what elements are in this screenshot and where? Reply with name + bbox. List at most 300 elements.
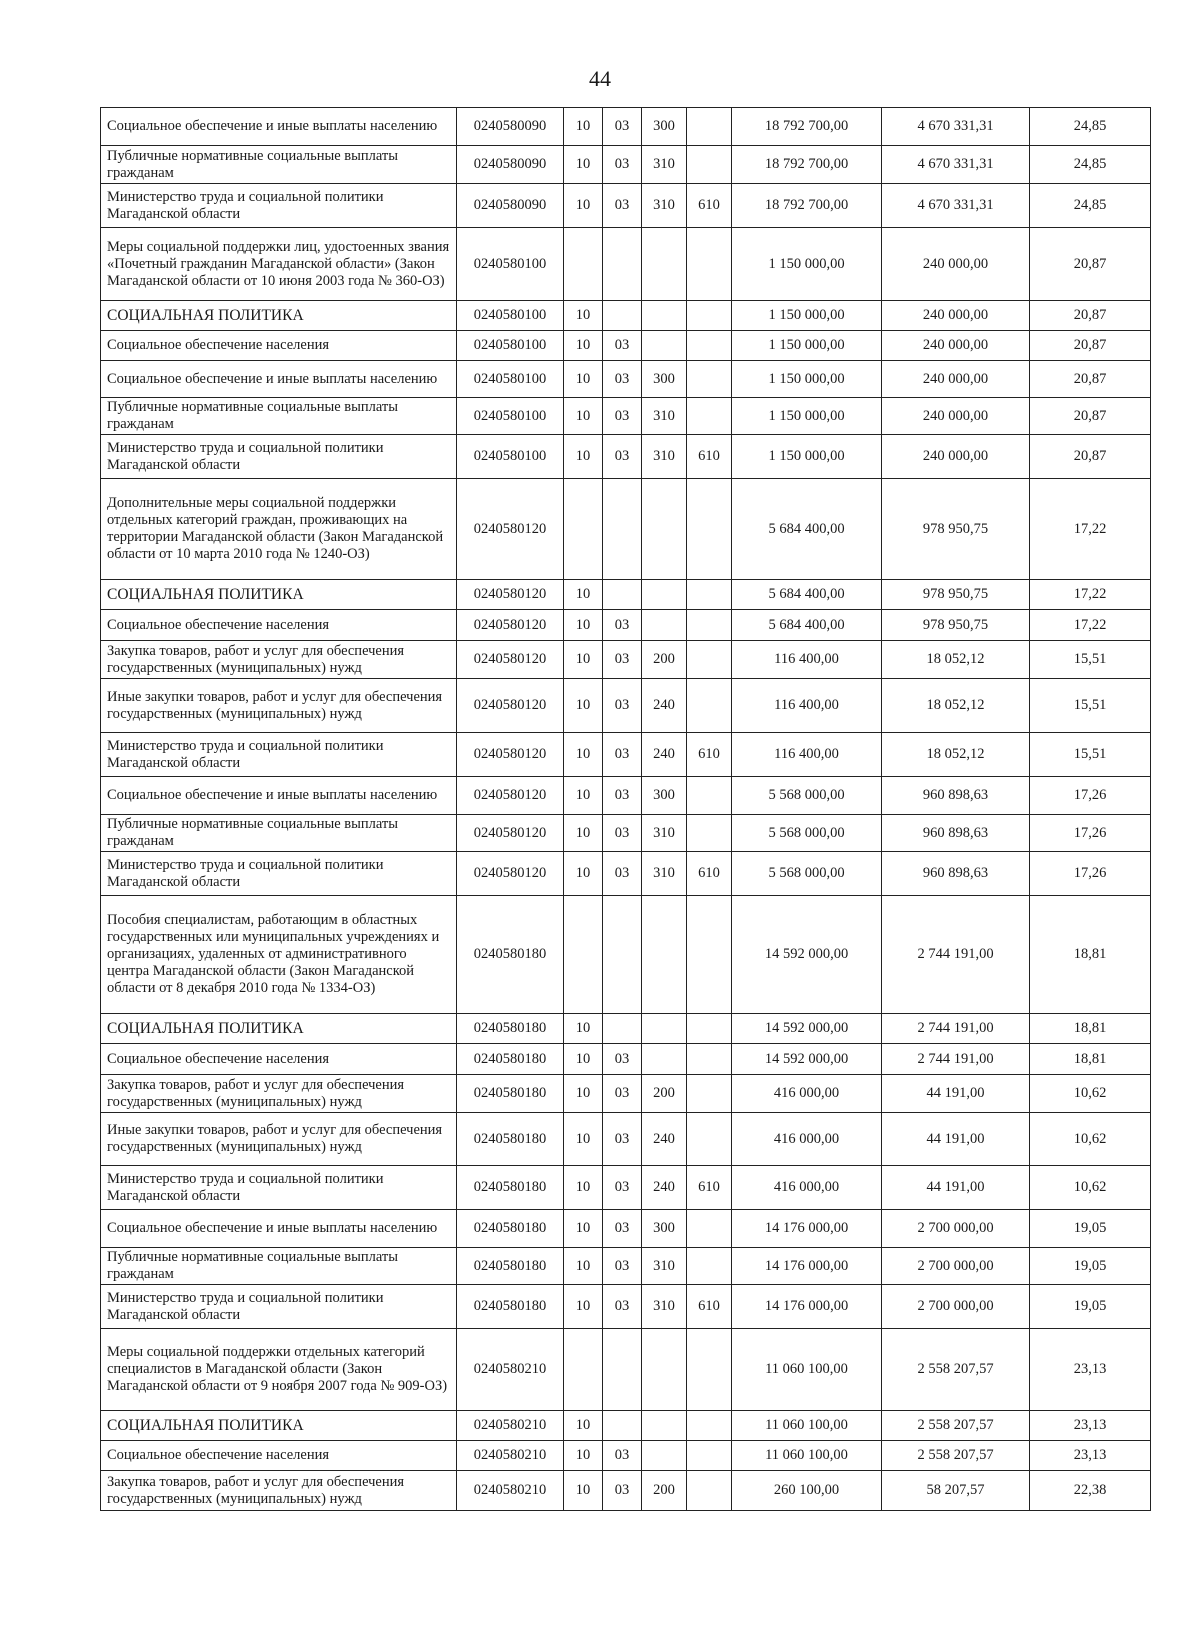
cell-subsection: 03 [603, 1113, 642, 1166]
page-number: 44 [589, 66, 611, 91]
cell-name: СОЦИАЛЬНАЯ ПОЛИТИКА [101, 301, 457, 331]
cell-name: Министерство труда и социальной политики Магаданской области [101, 1166, 457, 1210]
cell-planned-amount: 5 568 000,00 [732, 777, 882, 815]
cell-section: 10 [564, 610, 603, 641]
cell-administrator [687, 398, 732, 435]
cell-subsection [603, 1014, 642, 1044]
table-row [101, 1044, 1151, 1075]
table-row [101, 184, 1151, 228]
cell-percent: 18,81 [1030, 1044, 1151, 1075]
cell-expense-type: 310 [642, 146, 687, 184]
cell-administrator [687, 580, 732, 610]
budget-table [100, 107, 1151, 1511]
cell-administrator [687, 228, 732, 301]
cell-expense-type [642, 479, 687, 580]
cell-section: 10 [564, 361, 603, 398]
cell-percent: 17,22 [1030, 580, 1151, 610]
cell-executed-amount: 978 950,75 [882, 580, 1030, 610]
cell-section: 10 [564, 301, 603, 331]
cell-target-article: 0240580120 [457, 479, 564, 580]
cell-subsection [603, 228, 642, 301]
cell-executed-amount: 58 207,57 [882, 1471, 1030, 1511]
cell-expense-type: 300 [642, 361, 687, 398]
cell-section: 10 [564, 1285, 603, 1329]
cell-administrator [687, 1075, 732, 1113]
table-row [101, 777, 1151, 815]
cell-planned-amount: 5 568 000,00 [732, 815, 882, 852]
cell-subsection: 03 [603, 398, 642, 435]
cell-administrator [687, 1471, 732, 1511]
cell-executed-amount: 2 558 207,57 [882, 1441, 1030, 1471]
cell-executed-amount: 978 950,75 [882, 610, 1030, 641]
cell-subsection: 03 [603, 641, 642, 679]
cell-target-article: 0240580120 [457, 815, 564, 852]
cell-name: Министерство труда и социальной политики Магаданской области [101, 733, 457, 777]
cell-percent: 20,87 [1030, 301, 1151, 331]
cell-expense-type: 310 [642, 1285, 687, 1329]
cell-administrator: 610 [687, 852, 732, 896]
cell-expense-type: 240 [642, 1166, 687, 1210]
cell-administrator [687, 1441, 732, 1471]
cell-target-article: 0240580120 [457, 852, 564, 896]
cell-section: 10 [564, 815, 603, 852]
cell-subsection [603, 1329, 642, 1411]
table-row [101, 1113, 1151, 1166]
cell-target-article: 0240580100 [457, 301, 564, 331]
cell-name: Закупка товаров, работ и услуг для обеспечения государственных (муниципальных) нужд [101, 1075, 457, 1113]
cell-subsection: 03 [603, 1044, 642, 1075]
table-row [101, 580, 1151, 610]
cell-percent: 20,87 [1030, 228, 1151, 301]
cell-planned-amount: 14 592 000,00 [732, 896, 882, 1014]
cell-percent: 15,51 [1030, 641, 1151, 679]
cell-subsection: 03 [603, 679, 642, 733]
cell-target-article: 0240580090 [457, 184, 564, 228]
table-row [101, 146, 1151, 184]
cell-subsection [603, 580, 642, 610]
cell-target-article: 0240580100 [457, 331, 564, 361]
cell-target-article: 0240580120 [457, 580, 564, 610]
cell-section: 10 [564, 1441, 603, 1471]
cell-target-article: 0240580090 [457, 108, 564, 146]
cell-planned-amount: 5 684 400,00 [732, 580, 882, 610]
cell-expense-type: 200 [642, 641, 687, 679]
table-row [101, 641, 1151, 679]
cell-percent: 17,22 [1030, 610, 1151, 641]
cell-administrator: 610 [687, 733, 732, 777]
cell-name: Социальное обеспечение и иные выплаты населению [101, 361, 457, 398]
cell-section: 10 [564, 1075, 603, 1113]
cell-subsection: 03 [603, 184, 642, 228]
cell-target-article: 0240580120 [457, 641, 564, 679]
cell-name: Социальное обеспечение населения [101, 1441, 457, 1471]
cell-executed-amount: 2 700 000,00 [882, 1210, 1030, 1248]
table-row [101, 331, 1151, 361]
cell-planned-amount: 14 176 000,00 [732, 1248, 882, 1285]
cell-executed-amount: 240 000,00 [882, 435, 1030, 479]
cell-expense-type [642, 331, 687, 361]
cell-percent: 10,62 [1030, 1166, 1151, 1210]
cell-name: Закупка товаров, работ и услуг для обеспечения государственных (муниципальных) нужд [101, 1471, 457, 1511]
cell-section: 10 [564, 1044, 603, 1075]
cell-executed-amount: 960 898,63 [882, 815, 1030, 852]
cell-section: 10 [564, 1113, 603, 1166]
cell-percent: 20,87 [1030, 435, 1151, 479]
cell-target-article: 0240580100 [457, 435, 564, 479]
cell-planned-amount: 1 150 000,00 [732, 301, 882, 331]
cell-section: 10 [564, 1248, 603, 1285]
cell-target-article: 0240580180 [457, 1210, 564, 1248]
cell-name: Социальное обеспечение населения [101, 1044, 457, 1075]
cell-executed-amount: 240 000,00 [882, 398, 1030, 435]
cell-name: Социальное обеспечение населения [101, 610, 457, 641]
cell-target-article: 0240580120 [457, 733, 564, 777]
cell-executed-amount: 240 000,00 [882, 331, 1030, 361]
cell-section: 10 [564, 435, 603, 479]
cell-planned-amount: 5 684 400,00 [732, 479, 882, 580]
cell-percent: 15,51 [1030, 733, 1151, 777]
cell-subsection: 03 [603, 1441, 642, 1471]
cell-target-article: 0240580180 [457, 1113, 564, 1166]
cell-section: 10 [564, 146, 603, 184]
cell-executed-amount: 18 052,12 [882, 641, 1030, 679]
cell-percent: 19,05 [1030, 1285, 1151, 1329]
cell-expense-type [642, 1014, 687, 1044]
table-row [101, 1014, 1151, 1044]
cell-administrator [687, 146, 732, 184]
cell-executed-amount: 960 898,63 [882, 852, 1030, 896]
cell-percent: 10,62 [1030, 1075, 1151, 1113]
cell-name: Публичные нормативные социальные выплаты гражданам [101, 1248, 457, 1285]
cell-target-article: 0240580180 [457, 1285, 564, 1329]
cell-executed-amount: 2 700 000,00 [882, 1248, 1030, 1285]
cell-executed-amount: 240 000,00 [882, 301, 1030, 331]
cell-expense-type: 300 [642, 108, 687, 146]
cell-subsection: 03 [603, 1285, 642, 1329]
cell-name: Публичные нормативные социальные выплаты гражданам [101, 398, 457, 435]
cell-administrator [687, 641, 732, 679]
cell-expense-type [642, 1411, 687, 1441]
cell-name: Закупка товаров, работ и услуг для обеспечения государственных (муниципальных) нужд [101, 641, 457, 679]
cell-section: 10 [564, 580, 603, 610]
cell-administrator [687, 1248, 732, 1285]
cell-administrator [687, 1329, 732, 1411]
cell-expense-type [642, 228, 687, 301]
cell-section: 10 [564, 1014, 603, 1044]
cell-planned-amount: 5 684 400,00 [732, 610, 882, 641]
cell-section [564, 1329, 603, 1411]
cell-administrator [687, 815, 732, 852]
cell-target-article: 0240580090 [457, 146, 564, 184]
cell-expense-type: 240 [642, 733, 687, 777]
cell-percent: 24,85 [1030, 108, 1151, 146]
cell-target-article: 0240580100 [457, 228, 564, 301]
cell-percent: 18,81 [1030, 896, 1151, 1014]
cell-name: Социальное обеспечение и иные выплаты населению [101, 1210, 457, 1248]
cell-subsection: 03 [603, 610, 642, 641]
cell-planned-amount: 11 060 100,00 [732, 1441, 882, 1471]
cell-name: Министерство труда и социальной политики Магаданской области [101, 852, 457, 896]
cell-expense-type: 240 [642, 1113, 687, 1166]
table-row [101, 1075, 1151, 1113]
cell-percent: 19,05 [1030, 1210, 1151, 1248]
cell-name: Иные закупки товаров, работ и услуг для обеспечения государственных (муниципальных) нужд [101, 679, 457, 733]
cell-expense-type [642, 301, 687, 331]
cell-executed-amount: 240 000,00 [882, 228, 1030, 301]
table-row [101, 679, 1151, 733]
cell-section: 10 [564, 1166, 603, 1210]
cell-section: 10 [564, 184, 603, 228]
cell-administrator [687, 331, 732, 361]
table-row [101, 1471, 1151, 1511]
cell-executed-amount: 18 052,12 [882, 679, 1030, 733]
cell-administrator [687, 361, 732, 398]
cell-name: Меры социальной поддержки отдельных категорий специалистов в Магаданской области (Закон Магаданской области от 9 ноября 2007 года № 909-ОЗ) [101, 1329, 457, 1411]
cell-target-article: 0240580180 [457, 1075, 564, 1113]
cell-expense-type: 310 [642, 184, 687, 228]
cell-percent: 24,85 [1030, 146, 1151, 184]
cell-name: Публичные нормативные социальные выплаты гражданам [101, 146, 457, 184]
cell-administrator [687, 679, 732, 733]
cell-administrator: 610 [687, 184, 732, 228]
cell-subsection: 03 [603, 852, 642, 896]
cell-name: СОЦИАЛЬНАЯ ПОЛИТИКА [101, 1014, 457, 1044]
cell-expense-type [642, 580, 687, 610]
cell-administrator: 610 [687, 1285, 732, 1329]
cell-planned-amount: 18 792 700,00 [732, 108, 882, 146]
cell-planned-amount: 116 400,00 [732, 641, 882, 679]
cell-subsection [603, 479, 642, 580]
cell-expense-type: 310 [642, 852, 687, 896]
table-row [101, 1329, 1151, 1411]
cell-expense-type [642, 610, 687, 641]
table-row [101, 1210, 1151, 1248]
cell-planned-amount: 1 150 000,00 [732, 361, 882, 398]
cell-section: 10 [564, 641, 603, 679]
table-row [101, 228, 1151, 301]
cell-planned-amount: 416 000,00 [732, 1166, 882, 1210]
cell-planned-amount: 14 176 000,00 [732, 1285, 882, 1329]
cell-percent: 18,81 [1030, 1014, 1151, 1044]
cell-executed-amount: 18 052,12 [882, 733, 1030, 777]
cell-subsection: 03 [603, 815, 642, 852]
cell-planned-amount: 116 400,00 [732, 733, 882, 777]
cell-expense-type: 310 [642, 435, 687, 479]
table-row [101, 479, 1151, 580]
cell-percent: 17,26 [1030, 815, 1151, 852]
cell-executed-amount: 4 670 331,31 [882, 184, 1030, 228]
cell-expense-type: 300 [642, 1210, 687, 1248]
cell-planned-amount: 1 150 000,00 [732, 435, 882, 479]
table-row [101, 852, 1151, 896]
cell-expense-type [642, 1044, 687, 1075]
cell-subsection: 03 [603, 733, 642, 777]
cell-target-article: 0240580180 [457, 1248, 564, 1285]
table-row [101, 108, 1151, 146]
cell-section [564, 479, 603, 580]
cell-subsection: 03 [603, 1471, 642, 1511]
cell-percent: 17,26 [1030, 777, 1151, 815]
table-row [101, 1441, 1151, 1471]
cell-target-article: 0240580210 [457, 1329, 564, 1411]
cell-subsection: 03 [603, 1210, 642, 1248]
cell-name: Министерство труда и социальной политики Магаданской области [101, 435, 457, 479]
cell-subsection: 03 [603, 361, 642, 398]
cell-target-article: 0240580100 [457, 398, 564, 435]
cell-expense-type: 200 [642, 1471, 687, 1511]
cell-subsection: 03 [603, 1075, 642, 1113]
cell-section: 10 [564, 777, 603, 815]
cell-planned-amount: 11 060 100,00 [732, 1411, 882, 1441]
cell-percent: 23,13 [1030, 1411, 1151, 1441]
cell-planned-amount: 260 100,00 [732, 1471, 882, 1511]
cell-planned-amount: 18 792 700,00 [732, 184, 882, 228]
cell-executed-amount: 4 670 331,31 [882, 146, 1030, 184]
cell-name: Социальное обеспечение населения [101, 331, 457, 361]
cell-executed-amount: 2 744 191,00 [882, 1014, 1030, 1044]
table-row [101, 815, 1151, 852]
cell-target-article: 0240580120 [457, 679, 564, 733]
cell-section: 10 [564, 108, 603, 146]
cell-executed-amount: 2 558 207,57 [882, 1411, 1030, 1441]
cell-expense-type: 200 [642, 1075, 687, 1113]
table-row [101, 1248, 1151, 1285]
cell-name: Министерство труда и социальной политики Магаданской области [101, 1285, 457, 1329]
cell-planned-amount: 116 400,00 [732, 679, 882, 733]
cell-planned-amount: 14 176 000,00 [732, 1210, 882, 1248]
cell-subsection: 03 [603, 1248, 642, 1285]
cell-expense-type: 310 [642, 815, 687, 852]
cell-section: 10 [564, 1210, 603, 1248]
cell-target-article: 0240580180 [457, 1166, 564, 1210]
cell-administrator [687, 108, 732, 146]
cell-administrator [687, 1014, 732, 1044]
cell-executed-amount: 44 191,00 [882, 1166, 1030, 1210]
cell-name: СОЦИАЛЬНАЯ ПОЛИТИКА [101, 1411, 457, 1441]
cell-expense-type [642, 896, 687, 1014]
cell-name: Министерство труда и социальной политики Магаданской области [101, 184, 457, 228]
cell-name: Социальное обеспечение и иные выплаты населению [101, 777, 457, 815]
cell-section: 10 [564, 1411, 603, 1441]
cell-section [564, 228, 603, 301]
cell-name: СОЦИАЛЬНАЯ ПОЛИТИКА [101, 580, 457, 610]
cell-name: Дополнительные меры социальной поддержки отдельных категорий граждан, проживающих на территории Магаданской области (Закон Магаданской области от 10 марта 2010 года № 1240-ОЗ) [101, 479, 457, 580]
cell-planned-amount: 5 568 000,00 [732, 852, 882, 896]
cell-subsection [603, 301, 642, 331]
cell-section [564, 896, 603, 1014]
table-row [101, 301, 1151, 331]
cell-planned-amount: 11 060 100,00 [732, 1329, 882, 1411]
cell-planned-amount: 14 592 000,00 [732, 1014, 882, 1044]
cell-executed-amount: 2 744 191,00 [882, 896, 1030, 1014]
cell-planned-amount: 18 792 700,00 [732, 146, 882, 184]
cell-administrator [687, 479, 732, 580]
cell-administrator [687, 777, 732, 815]
cell-administrator [687, 1210, 732, 1248]
table-row [101, 361, 1151, 398]
budget-table-body [101, 108, 1151, 1511]
cell-executed-amount: 2 558 207,57 [882, 1329, 1030, 1411]
table-row [101, 398, 1151, 435]
cell-subsection: 03 [603, 1166, 642, 1210]
cell-subsection [603, 896, 642, 1014]
cell-target-article: 0240580120 [457, 777, 564, 815]
table-row [101, 1411, 1151, 1441]
cell-percent: 17,26 [1030, 852, 1151, 896]
cell-percent: 24,85 [1030, 184, 1151, 228]
cell-target-article: 0240580100 [457, 361, 564, 398]
cell-executed-amount: 2 744 191,00 [882, 1044, 1030, 1075]
cell-subsection [603, 1411, 642, 1441]
table-row [101, 733, 1151, 777]
cell-subsection: 03 [603, 146, 642, 184]
cell-target-article: 0240580180 [457, 1044, 564, 1075]
cell-percent: 19,05 [1030, 1248, 1151, 1285]
cell-subsection: 03 [603, 777, 642, 815]
cell-name: Публичные нормативные социальные выплаты гражданам [101, 815, 457, 852]
cell-subsection: 03 [603, 331, 642, 361]
cell-section: 10 [564, 398, 603, 435]
cell-expense-type: 310 [642, 398, 687, 435]
cell-executed-amount: 2 700 000,00 [882, 1285, 1030, 1329]
cell-planned-amount: 1 150 000,00 [732, 228, 882, 301]
cell-name: Меры социальной поддержки лиц, удостоенных звания «Почетный гражданин Магаданской области» (Закон Магаданской области от 10 июня 2003 года № 360-ОЗ) [101, 228, 457, 301]
cell-section: 10 [564, 331, 603, 361]
cell-administrator: 610 [687, 435, 732, 479]
cell-planned-amount: 416 000,00 [732, 1075, 882, 1113]
cell-administrator [687, 896, 732, 1014]
cell-percent: 10,62 [1030, 1113, 1151, 1166]
cell-expense-type: 300 [642, 777, 687, 815]
cell-executed-amount: 978 950,75 [882, 479, 1030, 580]
cell-section: 10 [564, 733, 603, 777]
cell-percent: 15,51 [1030, 679, 1151, 733]
cell-executed-amount: 960 898,63 [882, 777, 1030, 815]
cell-administrator: 610 [687, 1166, 732, 1210]
cell-subsection: 03 [603, 108, 642, 146]
cell-target-article: 0240580120 [457, 610, 564, 641]
cell-target-article: 0240580180 [457, 896, 564, 1014]
cell-administrator [687, 301, 732, 331]
cell-planned-amount: 14 592 000,00 [732, 1044, 882, 1075]
cell-administrator [687, 1044, 732, 1075]
cell-section: 10 [564, 852, 603, 896]
cell-administrator [687, 610, 732, 641]
table-row [101, 1166, 1151, 1210]
cell-expense-type [642, 1441, 687, 1471]
cell-planned-amount: 1 150 000,00 [732, 398, 882, 435]
table-row [101, 896, 1151, 1014]
cell-percent: 20,87 [1030, 398, 1151, 435]
cell-name: Пособия специалистам, работающим в областных государственных или муниципальных учреждениях и организациях, удаленных от административного центра Магаданской области (Закон Магаданской области от 8 декабря 2010 года № 1334-ОЗ) [101, 896, 457, 1014]
cell-executed-amount: 4 670 331,31 [882, 108, 1030, 146]
cell-subsection: 03 [603, 435, 642, 479]
cell-section: 10 [564, 1471, 603, 1511]
cell-planned-amount: 416 000,00 [732, 1113, 882, 1166]
cell-percent: 23,13 [1030, 1441, 1151, 1471]
cell-target-article: 0240580210 [457, 1441, 564, 1471]
cell-executed-amount: 44 191,00 [882, 1075, 1030, 1113]
cell-section: 10 [564, 679, 603, 733]
cell-percent: 22,38 [1030, 1471, 1151, 1511]
cell-expense-type: 240 [642, 679, 687, 733]
cell-percent: 20,87 [1030, 331, 1151, 361]
cell-percent: 23,13 [1030, 1329, 1151, 1411]
cell-executed-amount: 44 191,00 [882, 1113, 1030, 1166]
cell-executed-amount: 240 000,00 [882, 361, 1030, 398]
cell-name: Социальное обеспечение и иные выплаты населению [101, 108, 457, 146]
cell-expense-type: 310 [642, 1248, 687, 1285]
